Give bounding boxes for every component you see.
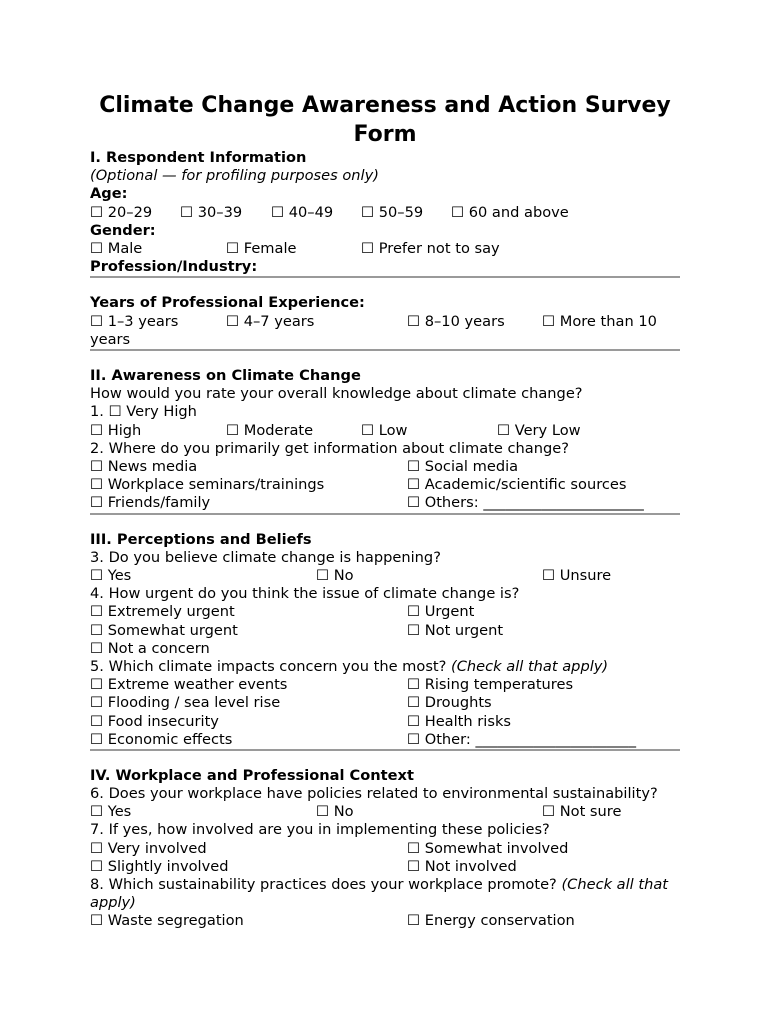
involvement-option-not[interactable]: ☐ Not involved: [407, 857, 517, 875]
experience-option-more-10[interactable]: ☐ More than 10: [542, 312, 657, 330]
urgency-option-somewhat-urgent[interactable]: ☐ Somewhat urgent: [90, 621, 238, 639]
section-4-heading: IV. Workplace and Professional Context: [90, 766, 414, 784]
form-title: Climate Change Awareness and Action Survey Form: [99, 93, 671, 147]
knowledge-option-low[interactable]: ☐ Low: [361, 421, 408, 439]
impacts-question-note: (Check all that apply): [451, 657, 609, 675]
experience-label: Years of Professional Experience:: [90, 294, 365, 312]
impacts-question-text: 5. Which climate impacts concern you the most?: [90, 657, 447, 675]
gender-option-female[interactable]: ☐ Female: [226, 240, 297, 257]
gender-options-row: [90, 240, 680, 258]
policy-option-yes[interactable]: ☐ Yes: [90, 803, 132, 821]
practices-row-1: [90, 912, 680, 930]
impacts-row-2: [90, 694, 680, 712]
knowledge-option-high[interactable]: ☐ High: [90, 421, 142, 439]
age-option-20-29[interactable]: ☐ 20–29: [90, 203, 153, 221]
impact-option-extreme-weather[interactable]: ☐ Extreme weather events: [90, 676, 288, 694]
info-option-workplace-seminars[interactable]: ☐ Workplace seminars/trainings: [90, 476, 325, 494]
gender-option-male[interactable]: ☐ Male: [90, 240, 143, 257]
policy-option-not-sure[interactable]: ☐ Not sure: [542, 803, 622, 821]
belief-option-yes[interactable]: ☐ Yes: [90, 566, 132, 584]
impacts-row-4: [90, 731, 680, 749]
urgency-option-extremely-urgent[interactable]: ☐ Extremely urgent: [90, 603, 235, 621]
involvement-option-somewhat[interactable]: ☐ Somewhat involved: [407, 839, 569, 857]
impact-option-food-insecurity[interactable]: ☐ Food insecurity: [90, 712, 219, 730]
experience-option-1-3[interactable]: ☐ 1–3 years: [90, 312, 179, 330]
practice-option-waste-segregation[interactable]: ☐ Waste segregation: [90, 912, 244, 930]
age-option-40-49[interactable]: ☐ 40–49: [271, 203, 334, 221]
impact-option-flooding[interactable]: ☐ Flooding / sea level rise: [90, 694, 281, 712]
impacts-question: [90, 658, 680, 676]
info-source-row-2: [90, 476, 680, 494]
experience-option-8-10[interactable]: ☐ 8–10 years: [407, 312, 505, 330]
impacts-row-3: [90, 713, 680, 731]
urgency-row-1: [90, 603, 680, 621]
profession-label: Profession/Industry:: [90, 258, 258, 276]
practices-question-note: (Check all that apply): [90, 876, 669, 912]
urgency-question: 4. How urgent do you think the issue of climate change is?: [90, 585, 520, 603]
involvement-question: 7. If yes, how involved are you in implementing these policies?: [90, 821, 550, 839]
belief-options-row: [90, 567, 680, 585]
info-source-row-3: [90, 494, 680, 512]
impact-option-rising-temperatures[interactable]: ☐ Rising temperatures: [407, 676, 574, 694]
belief-option-unsure[interactable]: ☐ Unsure: [542, 566, 612, 584]
section-3-heading: III. Perceptions and Beliefs: [90, 530, 312, 548]
belief-option-no[interactable]: ☐ No: [316, 566, 354, 584]
impact-option-economic-effects[interactable]: ☐ Economic effects: [90, 730, 233, 748]
policy-options-row: [90, 803, 680, 821]
experience-option-wrap: years: [90, 330, 131, 348]
urgency-option-not-a-concern[interactable]: ☐ Not a concern: [90, 639, 210, 657]
info-option-friends-family[interactable]: ☐ Friends/family: [90, 494, 211, 512]
info-option-others[interactable]: ☐ Others: ______________________: [407, 494, 644, 512]
info-source-question: 2. Where do you primarily get information about climate change?: [90, 439, 569, 457]
knowledge-question: How would you rate your overall knowledge about climate change?: [90, 385, 583, 403]
involvement-option-slightly[interactable]: ☐ Slightly involved: [90, 857, 229, 875]
urgency-row-2: [90, 622, 680, 640]
involvement-option-very[interactable]: ☐ Very involved: [90, 839, 207, 857]
involvement-row-2: [90, 858, 680, 876]
age-option-50-59[interactable]: ☐ 50–59: [361, 203, 424, 221]
experience-options-row: [90, 313, 680, 331]
gender-option-prefer-not[interactable]: ☐ Prefer not to say: [361, 240, 500, 257]
policy-question: 6. Does your workplace have policies related to environmental sustainability?: [90, 785, 658, 803]
knowledge-options-row: [90, 422, 680, 440]
gender-label: Gender:: [90, 221, 156, 239]
knowledge-option-moderate[interactable]: ☐ Moderate: [226, 421, 314, 439]
info-option-academic-sources[interactable]: ☐ Academic/scientific sources: [407, 476, 627, 494]
impact-option-health-risks[interactable]: ☐ Health risks: [407, 712, 511, 730]
info-source-row-1: [90, 458, 680, 476]
belief-question: 3. Do you believe climate change is happening?: [90, 548, 441, 566]
urgency-option-urgent[interactable]: ☐ Urgent: [407, 603, 475, 621]
policy-option-no[interactable]: ☐ No: [316, 803, 354, 821]
section-1-heading: I. Respondent Information: [90, 149, 307, 166]
impacts-row-1: [90, 676, 680, 694]
age-options-row: [90, 204, 680, 222]
practices-question: [90, 876, 680, 912]
section-2-heading: II. Awareness on Climate Change: [90, 366, 361, 384]
knowledge-option-very-low[interactable]: ☐ Very Low: [497, 421, 581, 439]
involvement-row-1: [90, 840, 680, 858]
experience-option-4-7[interactable]: ☐ 4–7 years: [226, 312, 315, 330]
practice-option-energy-conservation[interactable]: ☐ Energy conservation: [407, 912, 575, 930]
impact-option-other[interactable]: ☐ Other: ______________________: [407, 730, 636, 748]
practices-question-text: 8. Which sustainability practices does your workplace promote?: [90, 876, 557, 894]
age-option-60-above[interactable]: ☐ 60 and above: [451, 203, 569, 221]
urgency-option-not-urgent[interactable]: ☐ Not urgent: [407, 621, 504, 639]
age-option-30-39[interactable]: ☐ 30–39: [180, 203, 243, 221]
knowledge-option-very-high[interactable]: 1. ☐ Very High: [90, 403, 197, 421]
survey-form: [90, 92, 680, 931]
info-option-social-media[interactable]: ☐ Social media: [407, 457, 519, 475]
info-option-news-media[interactable]: ☐ News media: [90, 457, 198, 475]
age-label: Age:: [90, 185, 128, 203]
impact-option-droughts[interactable]: ☐ Droughts: [407, 694, 492, 712]
section-1-note: (Optional — for profiling purposes only): [90, 167, 379, 185]
